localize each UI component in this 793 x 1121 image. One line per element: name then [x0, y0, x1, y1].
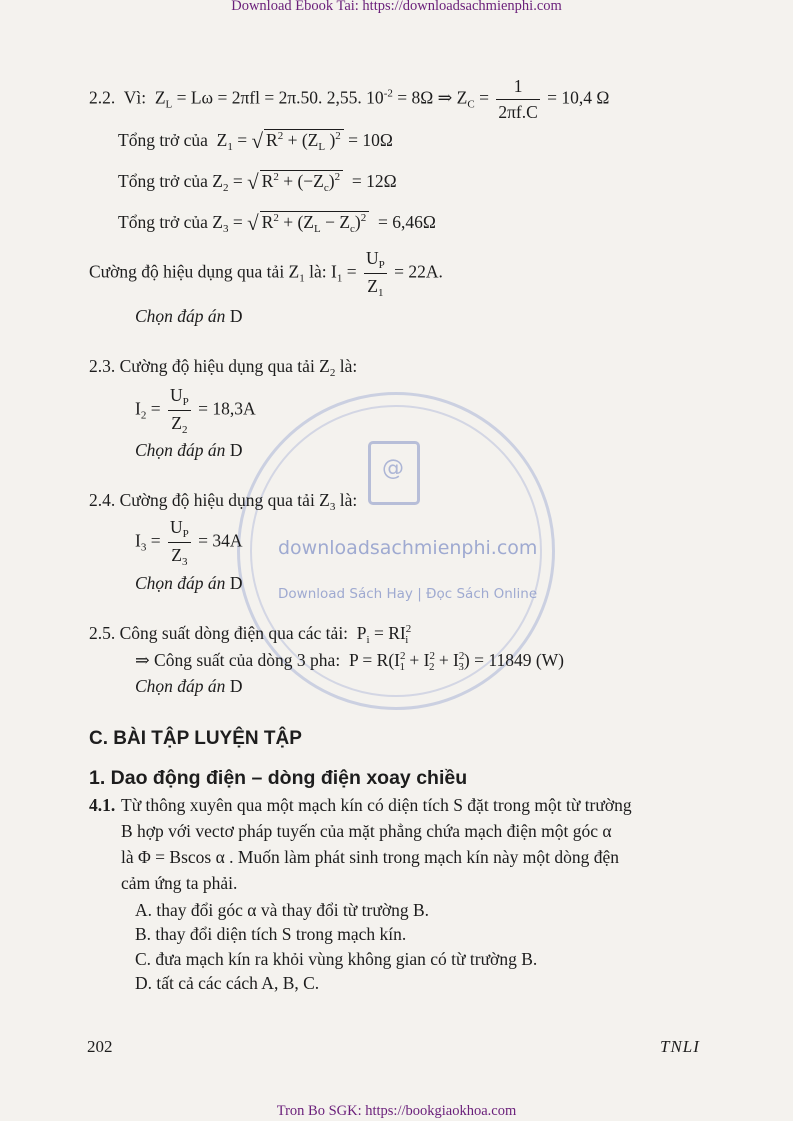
impedance-z3: Tổng trở của $Z_3$ = √ $R^2 + (Z_L - Z_c)^2 = 6,46\Omega$: [118, 211, 436, 235]
option-c: C. đưa mạch kín ra khỏi vùng không gian có từ trường B.: [135, 949, 538, 969]
option-a: A. thay đổi góc α và thay đổi từ trường B.: [135, 900, 430, 920]
solution-2-4-heading: 2.4. Cường độ hiệu dụng qua tải $Z_3$ là:: [89, 490, 358, 513]
answer-2-4: Chọn đáp án D: [135, 573, 243, 593]
current-i1: Cường độ hiệu dụng qua tải $Z_1$ là: $I_1$ = $\frac{U_P}{Z_1}$ = 22A.: [89, 248, 443, 299]
solution-2-5-heading: 2.5. Công suất dòng điện qua các tải: $P_i = RI^2_i$: [89, 623, 412, 646]
question-4-1-line2: B hợp với vectơ pháp tuyến của mặt phẳng chứa mạch điện một góc α: [121, 821, 612, 841]
impedance-z2: Tổng trở của $Z_2$ = √ $R^2 + (-Z_c)^2 = 12\Omega$: [118, 170, 397, 194]
question-number: 4.1.: [89, 795, 116, 815]
option-d: D. tất cả các cách A, B, C.: [135, 973, 320, 993]
solution-2-2-line: 2.2. Vì: $Z_L = L\omega = 2\pi fl = 2\pi.50$. 2,55. $10^{-2} = 8\Omega$ ⇒ $Z_C$ = $\frac{1}{2\pi f.C}$ = 10,4 Ω: [89, 76, 610, 122]
option-b: B. thay đổi diện tích S trong mạch kín.: [135, 924, 407, 944]
three-phase-power: ⇒ Công suất của dòng 3 pha: $P = R(I^2_1 + I^2_2 + I^2_3) = 11849$ (W): [135, 650, 564, 673]
footer-sgk-link[interactable]: Tron Bo SGK: https://bookgiaokhoa.com: [276, 1103, 517, 1119]
question-4-1-line3: là Φ = Bscos α . Muốn làm phát sinh trong mạch kín này một dòng đện: [121, 847, 619, 867]
header-download-link[interactable]: Download Ebook Tai: https://downloadsachmienphi.com: [231, 0, 562, 14]
zc-fraction: $\frac{1}{2\pi f.C}$: [498, 76, 538, 122]
section-c-title: C. BÀI TẬP LUYỆN TẬP: [89, 728, 302, 749]
current-i3: $I_3$ = $\frac{U_P}{Z_3}$ = 34A: [135, 517, 243, 568]
question-4-1-line4: cảm ứng ta phải.: [121, 873, 238, 893]
question-4-1: [89, 795, 115, 816]
watermark-site: downloadsachmienphi.com: [278, 537, 538, 559]
footer-mark: TNLI: [660, 1037, 700, 1056]
answer-2-3: Chọn đáp án D: [135, 440, 243, 460]
question-4-1-line1: Từ thông xuyên qua một mạch kín có diện tích S đặt trong một từ trường: [121, 795, 632, 815]
section-1-title: 1. Dao động điện – dòng điện xoay chiều: [89, 767, 468, 789]
page-number: 202: [87, 1037, 113, 1056]
solution-2-3-heading: 2.3. Cường độ hiệu dụng qua tải $Z_2$ là:: [89, 356, 358, 379]
answer-2-5: Chọn đáp án D: [135, 676, 243, 696]
solution-label: 2.2.: [89, 87, 116, 108]
watermark-tagline: Download Sách Hay | Đọc Sách Online: [278, 586, 538, 602]
answer-2-2: Chọn đáp án D: [135, 306, 243, 326]
current-i2: $I_2$ = $\frac{U_P}{Z_2}$ = 18,3A: [135, 385, 256, 436]
impedance-z1: Tổng trở của $Z_1$ = √ $R^2 + (Z_L$ )$^2$ = 10Ω: [118, 129, 393, 153]
notebook-at-icon: @: [368, 441, 420, 505]
